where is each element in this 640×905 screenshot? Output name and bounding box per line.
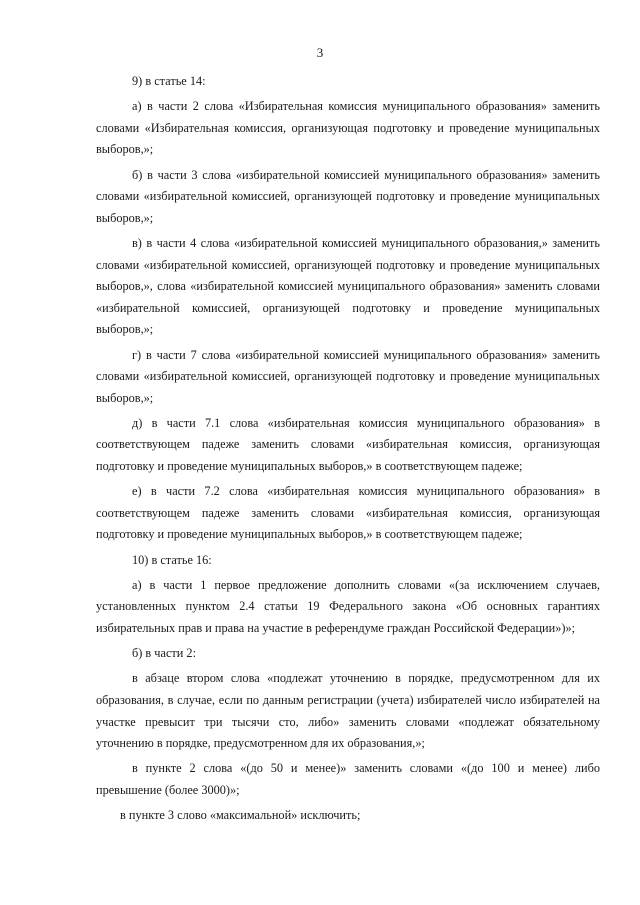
paragraph-14-v: в) в части 4 слова «избирательной комиссией муниципального образования,» заменить словами «избирательной комиссией, организующей подготовку и проведение муниципальных выборов,», слова «избирательной комиссией муниципального образования» заменить словами «избирательной комиссией, организующей подготовку и проведение муниципальных выборов,»;: [96, 235, 600, 337]
paragraph-article-14-heading: 9) в статье 14:: [132, 74, 206, 88]
paragraph-article-16-heading: 10) в статье 16:: [132, 552, 212, 567]
paragraph-14-b: б) в части 3 слова «избирательной комиссией муниципального образования» заменить словами «избирательной комиссией, организующей подготовку и проведение муниципальных выборов,»;: [96, 167, 600, 225]
paragraph-14-e: е) в части 7.2 слова «избирательная комиссия муниципального образования» в соответствующем падеже заменить словами «избирательная комиссия, организующая подготовку и проведение муниципальных выборов,» в соответствующем падеже;: [96, 484, 600, 542]
paragraph-14-a: а) в части 2 слова «Избирательная комиссия муниципального образования» заменить словами «Избирательная комиссия, организующая подготовку и проведение муниципальных выборов,»;: [96, 99, 600, 157]
page-number: 3: [316, 45, 324, 60]
paragraph-16-a: а) в части 1 первое предложение дополнить словами «(за исключением случаев, установленных пунктом 2.4 статьи 19 Федерального закона «Об основных гарантиях избирательных прав и права на участие в референдуме граждан Российской Федерации»)»;: [96, 577, 600, 635]
paragraph-14-g: г) в части 7 слова «избирательной комиссией муниципального образования» заменить словами «избирательной комиссией, организующей подготовку и проведение муниципальных выборов,»;: [96, 347, 600, 405]
paragraph-16-b-punkt-3: в пункте 3 слово «максимальной» исключить;: [120, 808, 361, 823]
paragraph-16-b-punkt-2: в пункте 2 слова «(до 50 и менее)» заменить словами «(до 100 и менее) либо превышение (более 3000)»;: [96, 761, 600, 797]
paragraph-14-d: д) в части 7.1 слова «избирательная комиссия муниципального образования» в соответствующем падеже заменить словами «избирательная комиссия, организующая подготовку и проведение муниципальных выборов,» в соответствующем падеже;: [96, 415, 600, 474]
document-body: [96, 71, 600, 830]
paragraph-16-b-abzac-2: в абзаце втором слова «подлежат уточнению в порядке, предусмотренном для их образования, в случае, если по данным регистрации (учета) избирателей число избирателей на участке превысит три тысячи сто, либо» заменить словами «подлежат обязательному уточнению в порядке, предусмотренном для их образования,»;: [96, 671, 600, 751]
paragraph-16-b-heading: б) в части 2:: [132, 646, 197, 661]
